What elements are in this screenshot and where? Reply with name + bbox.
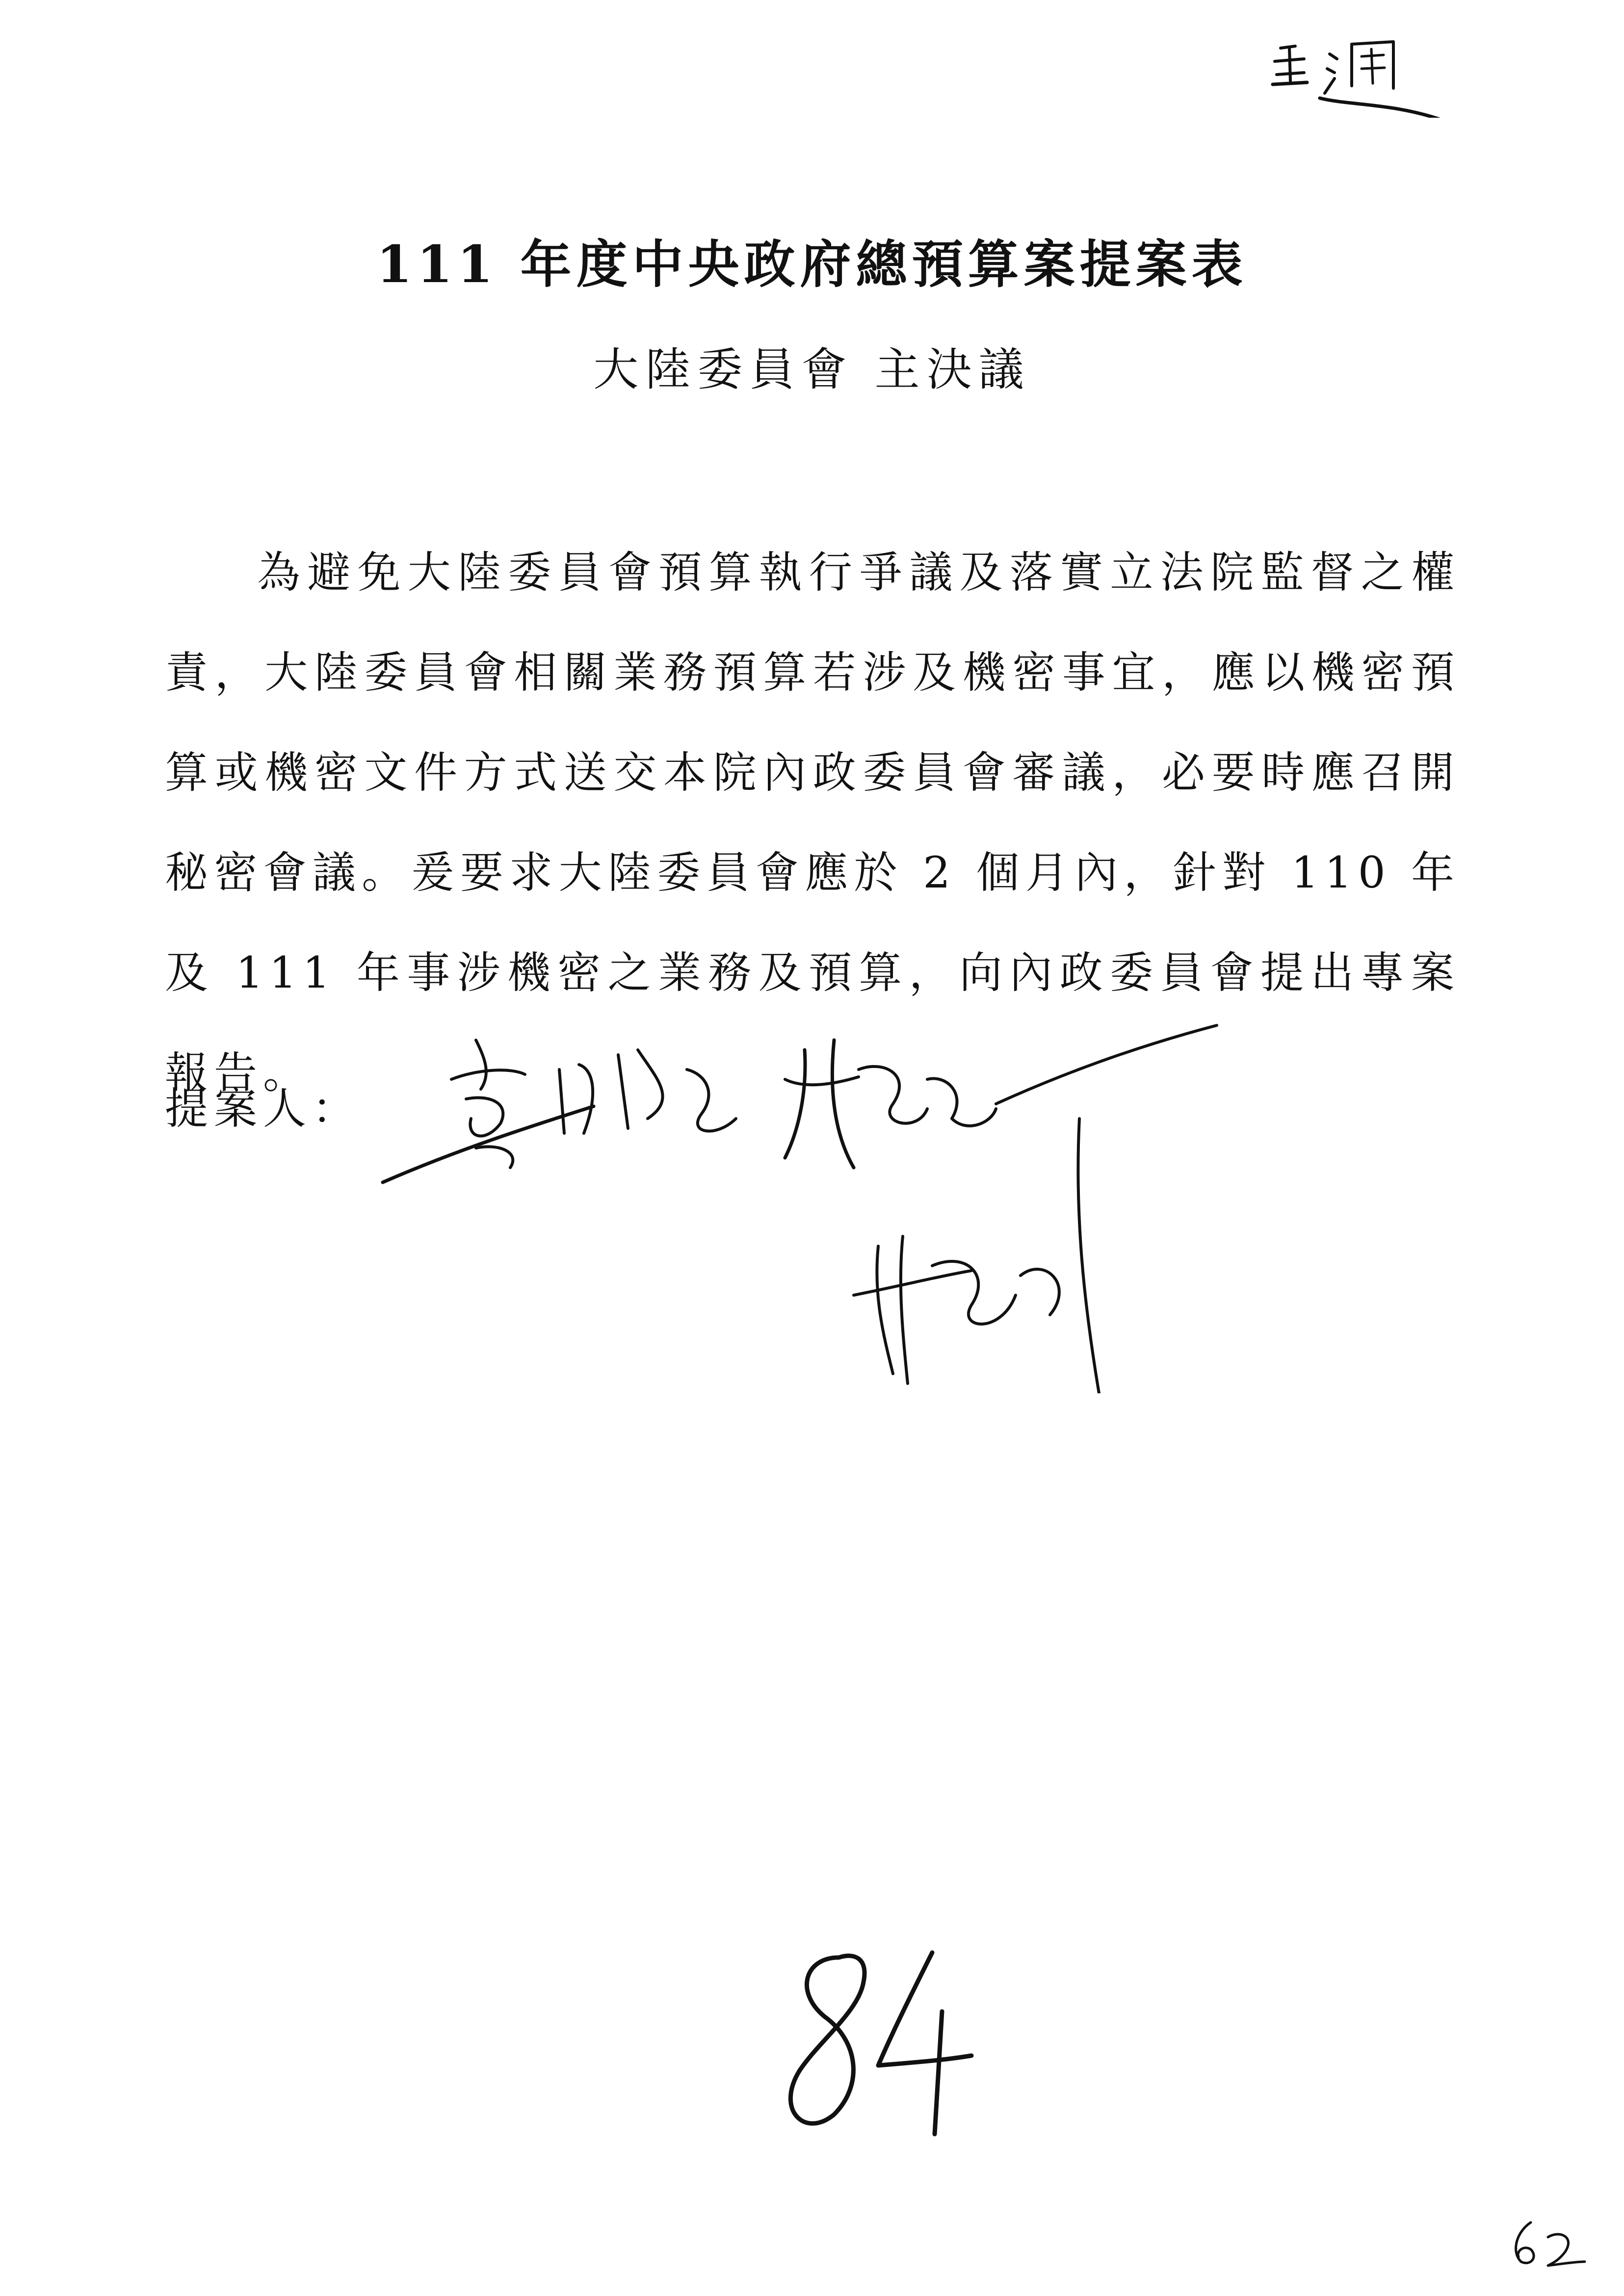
handwritten-page-number bbox=[765, 1938, 981, 2144]
handwritten-corner-number bbox=[1501, 2218, 1590, 2271]
body-paragraph: 為避免大陸委員會預算執行爭議及落實立法院監督之權責，大陸委員會相關業務預算若涉及機密事宜，應以機密預算或機密文件方式送交本院內政委員會審議，必要時應召開秘密會議。爰要求大陸委員會應於 2 個月內，針對 110 年及 111 年事涉機密之業務及預算，向內政委員會提出專案報告。 bbox=[165, 547, 1460, 1098]
proposer-label: 提案人： bbox=[165, 1083, 362, 1134]
handwritten-corner-number-drawing bbox=[1501, 2218, 1590, 2271]
handwritten-signatures bbox=[363, 1020, 1227, 1393]
handwritten-stamp bbox=[1246, 20, 1452, 118]
document-title: 111 年度中央政府總預算案提案表 bbox=[376, 234, 1248, 294]
handwritten-stamp-drawing bbox=[1246, 20, 1452, 118]
document-subtitle: 大陸委員會 主決議 bbox=[593, 343, 1031, 396]
signatures-drawing bbox=[363, 1020, 1227, 1393]
handwritten-page-number-drawing bbox=[765, 1938, 981, 2144]
